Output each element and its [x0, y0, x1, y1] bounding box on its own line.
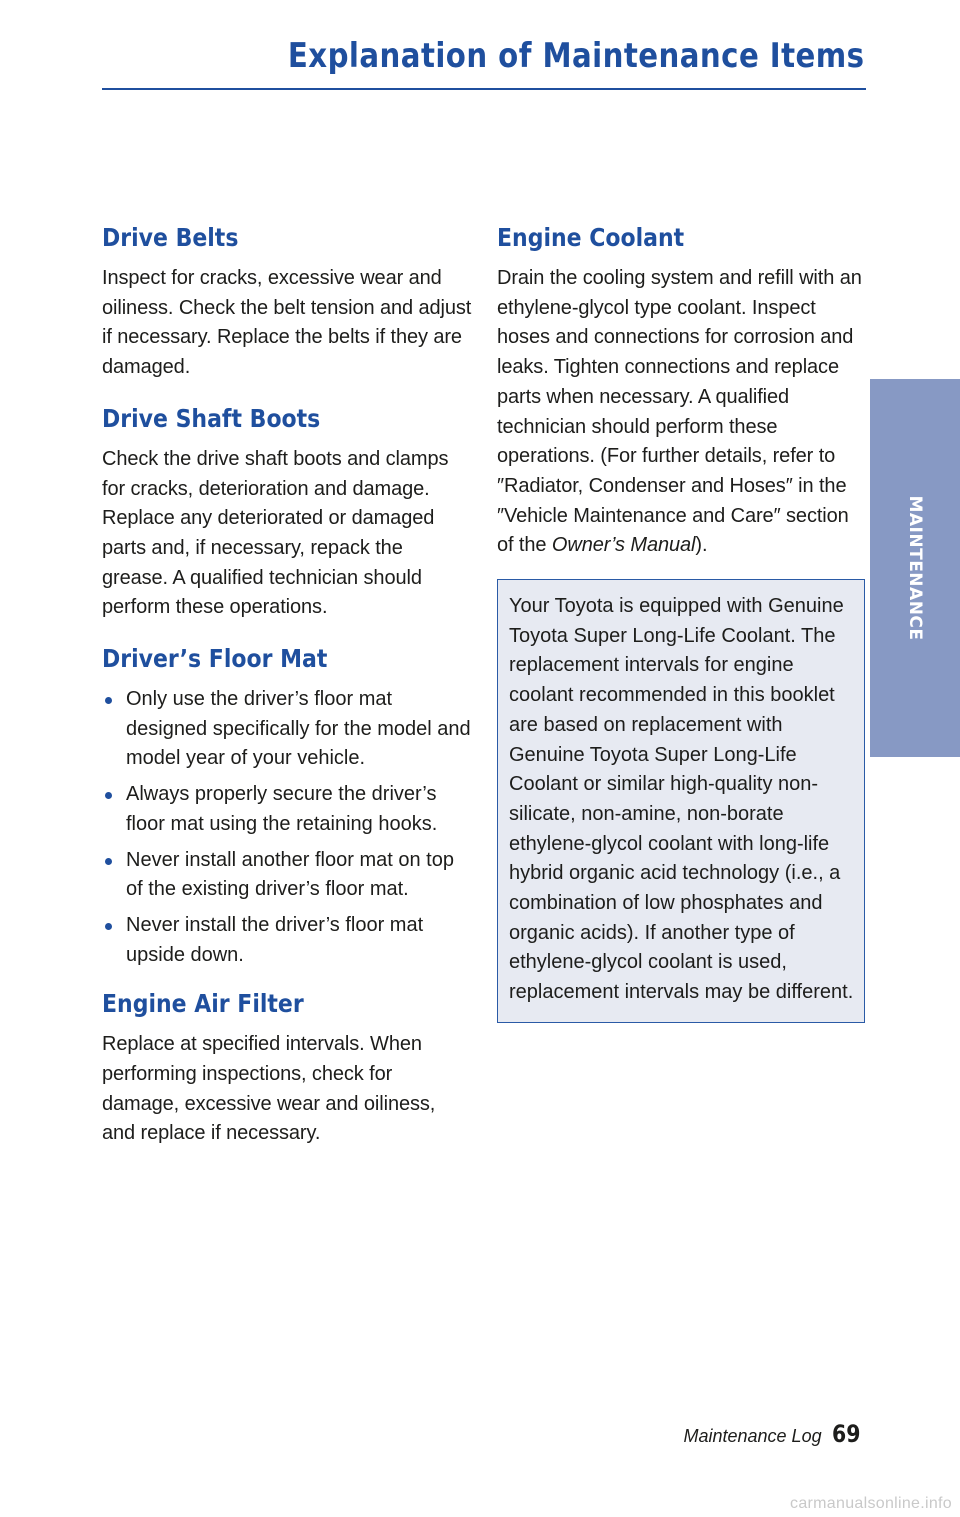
drive-belts-heading: Drive Belts [102, 223, 239, 252]
title-divider [102, 88, 866, 90]
side-tab-label: MAINTENANCE [905, 495, 925, 641]
list-item [102, 911, 472, 970]
engine-coolant-main-text: Drain the cooling system and refill with an ethylene-glycol type coolant. Inspect hoses and connections for corrosion and leaks. Tighten connections and replace parts when necessary. A qualified technician should perform these operations. (For further details, refer to ″Radiator, Condenser and Hoses″ in the ″Vehicle Maintenance and Care″ section of the [497, 267, 862, 557]
maintenance-side-tab [870, 379, 960, 757]
list-item [102, 846, 472, 905]
bullet-dot-icon [105, 923, 112, 930]
right-column [497, 222, 867, 581]
floor-mat-list [102, 685, 472, 970]
air-filter-heading: Engine Air Filter [102, 989, 304, 1019]
drive-shaft-boots-heading: Drive Shaft Boots [102, 403, 321, 433]
left-column [102, 222, 472, 1169]
drive-belts-text: Inspect for cracks, excessive wear and oiliness. Check the belt tension and adjust if necessary. Replace the belts if they are damaged. [102, 267, 472, 379]
owners-manual-reference: Owner’s Manual [551, 534, 696, 557]
list-item [102, 780, 472, 839]
list-item-text: Never install the driver’s floor mat upside down. [126, 913, 424, 966]
list-item-text: Always properly secure the driver’s floor mat using the retaining hooks. [126, 783, 438, 835]
page-number: 69 [831, 1420, 860, 1448]
page-title: Explanation of Maintenance Items [288, 36, 865, 76]
bullet-dot-icon [105, 792, 112, 799]
footer-label: Maintenance Log [683, 1426, 822, 1446]
engine-coolant-text-end: ). [695, 534, 708, 557]
coolant-note-text: Your Toyota is equipped with Genuine Toyota Super Long-Life Coolant. The replacement intervals for engine coolant recommended in this booklet are based on replacement with Genuine Toyota Super Long-Life Coolant or similar high-quality non-silicate, non-amine, non-borate ethylene-glycol coolant with long-life hybrid organic acid technology (i.e., a combination of low phosphates and organic acids). If another type of ethylene-glycol coolant is used, replacement intervals may be different. [509, 595, 854, 1004]
engine-coolant-heading: Engine Coolant [497, 223, 685, 252]
bullet-dot-icon [105, 858, 112, 865]
engine-coolant-text [497, 264, 867, 561]
drive-shaft-boots-text: Check the drive shaft boots and clamps for cracks, deterioration and damage. Replace any deteriorated or damaged parts and, if necessary, repack the grease. A qualified technician should perform these operations. [102, 447, 449, 619]
bullet-dot-icon [105, 697, 112, 704]
page-footer [683, 1420, 865, 1448]
list-item [102, 685, 472, 774]
list-item-text: Never install another floor mat on top of the existing driver’s floor mat. [126, 848, 454, 901]
list-item-text: Only use the driver’s floor mat designed specifically for the model and model year of your vehicle. [126, 688, 471, 770]
coolant-note-box [497, 579, 865, 1023]
floor-mat-heading: Driver’s Floor Mat [102, 644, 328, 674]
air-filter-text: Replace at specified intervals. When performing inspections, check for damage, excessive wear and oiliness, and replace if necessary. [102, 1033, 436, 1145]
watermark: carmanualsonline.info [790, 1495, 952, 1512]
